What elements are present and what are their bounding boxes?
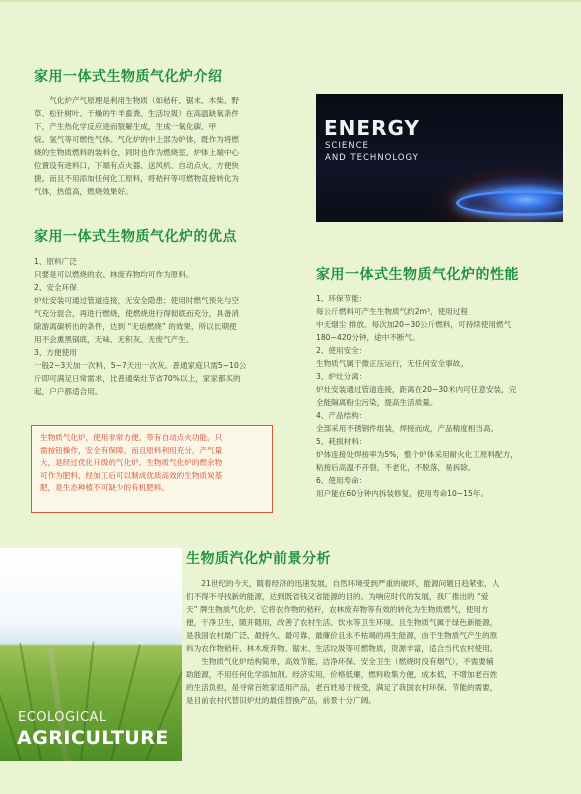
prospect-line: 21世纪的今天，随着经济的迅速发展，自然环境受到严重的破坏，能源问题日趋紧张，人 bbox=[201, 579, 500, 588]
advantage-line: 起，户户都适合用。 bbox=[34, 387, 103, 396]
performance-title: 家用一体式生物质气化炉的性能 bbox=[316, 267, 519, 283]
prospect-line: 便，干净卫生，随开随用，改善了农村生活、饮水等卫生环境。且生物质气属于绿色新能源， bbox=[186, 618, 498, 627]
advantage-line: 2、安全环保 bbox=[34, 283, 77, 292]
agriculture-caption: AGRICULTURE bbox=[17, 727, 169, 749]
intro-line: 烷、氢气等可燃性气体。气化炉的中上部为炉体，既作为将燃 bbox=[34, 135, 240, 144]
performance-text bbox=[316, 292, 566, 500]
top-border bbox=[0, 0, 581, 2]
performance-line: 全能隔离粉尘污染，提高生活质量。 bbox=[316, 398, 438, 407]
prospect-line: 们不得不寻找新的能源，达到既省钱又省能源的目的。为响应时代的发展，我厂推出的 “爱 bbox=[186, 592, 489, 601]
prospect-text bbox=[186, 577, 566, 707]
performance-line: 炉灶安装通过管道连接，距离在20~30米内可任意安装，完 bbox=[316, 385, 517, 394]
highlight-box bbox=[31, 425, 273, 513]
prospect-line: 助能源，不用任何化学添加剂。经济实用，价格低廉，燃料收集方便，成本低，不增加老百姓 bbox=[186, 670, 498, 679]
performance-line: 炉体连接处焊接率为5%，整个炉体采用耐火化工原料配方， bbox=[316, 450, 518, 459]
performance-line: 180~420分钟，途中不断气。 bbox=[316, 333, 420, 342]
energy-subheading-line: AND TECHNOLOGY bbox=[325, 153, 419, 163]
performance-line: 6、使用寿命： bbox=[316, 476, 367, 485]
performance-line: 4、产品结构： bbox=[316, 411, 367, 420]
prospect-line: 生物质气化炉结构简单，高效节能，洁净环保、安全卫生（燃烧时没有烟气），不需要辅 bbox=[201, 657, 494, 666]
performance-line: 3、炉灶分离： bbox=[316, 372, 367, 381]
performance-line: 粘接后高温不开裂，不老化，不脱落，易拆除。 bbox=[316, 463, 476, 472]
intro-line: 气体，热值高，燃烧效果好。 bbox=[34, 187, 133, 196]
highlight-line: 可作为肥料，经加工后可以制成优质高效的生物质炭基 bbox=[40, 470, 223, 480]
performance-line: 全部采用不锈钢件组装，焊接而成，产品精度相当高。 bbox=[316, 424, 499, 433]
prospect-line: 料为农作物秸秆、林木废弃物、锯末、生活垃圾等可燃物质，资源丰富，适合当代农村使用。 bbox=[186, 644, 498, 653]
energy-subheading bbox=[325, 140, 419, 164]
performance-line: 1、环保节能： bbox=[316, 294, 367, 303]
advantages-title: 家用一体式生物质气化炉的优点 bbox=[34, 229, 237, 245]
intro-text bbox=[34, 94, 309, 198]
gas-burner-flame bbox=[456, 190, 563, 216]
wheat-field-image bbox=[0, 548, 182, 761]
advantage-line: 斤即可满足日常需求，比普通柴灶节省70%以上，家家都买的 bbox=[34, 374, 241, 383]
energy-subheading-line: SCIENCE bbox=[325, 141, 369, 151]
performance-line: 生物质气属于微正压运行，无任何安全事故。 bbox=[316, 359, 468, 368]
energy-flame-image bbox=[316, 94, 563, 222]
advantage-line: 炉灶安装可通过管道连接，无安全隐患；使用时燃气预先与空 bbox=[34, 296, 240, 305]
highlight-line: 生物质气化炉，使用非常方便，带有自动点火功能，只 bbox=[40, 433, 223, 442]
advantage-line: 3、方便使用 bbox=[34, 348, 77, 357]
performance-line: 每公斤燃料可产生生物质气约2m³，使用过程 bbox=[316, 307, 468, 316]
advantages-text bbox=[34, 255, 309, 398]
energy-heading: ENERGY bbox=[324, 116, 420, 140]
advantage-line: 只要是可以燃烧的农、林废弃物均可作为原料。 bbox=[34, 270, 194, 279]
intro-line: 捷。而且不用添加任何化工原料，将秸秆等可燃物直接转化为 bbox=[34, 174, 240, 183]
advantage-line: 用不会熏黑锅底，无味、无积灰、无废气产生。 bbox=[34, 335, 194, 344]
advantage-line: 一般2~3天加一次料，5~7天出一次灰。普通家庭只需5~10公 bbox=[34, 361, 247, 370]
prospect-line: 天” 牌生物质气化炉，它将农作物的秸秆，农林废弃物等有效的转化为生物质燃气，使用方 bbox=[186, 605, 489, 614]
intro-line: 烧的生物质燃料的装料仓，同时也作为燃烧室。炉体上端中心 bbox=[34, 148, 240, 157]
highlight-line: 需按钮操作，安全有保障。而且原料利用充分，产气量 bbox=[40, 445, 223, 455]
intro-line: 位置设有进料口，下端有点火器、送风机、自动点火，方便快 bbox=[34, 161, 240, 170]
prospect-title: 生物质汽化炉前景分析 bbox=[186, 551, 331, 567]
intro-line: 气化炉产气原理是利用生物质（如秸秆、锯末、木柴、野 bbox=[49, 96, 240, 105]
advantage-line: 1、原料广泛 bbox=[34, 257, 77, 266]
performance-line: 5、耗损材料： bbox=[316, 437, 367, 446]
performance-line: 用户能在60分钟内拆装修复，使用寿命10~15年。 bbox=[316, 489, 489, 498]
advantage-line: 除游离碳析出的条件，达到 “无焰燃烧” 的效果，所以长期使 bbox=[34, 322, 237, 331]
prospect-line: 的生活负担，是寻常百姓家适用产品，老百姓易于接受，满足了我国农村环保、节能的需要， bbox=[186, 683, 498, 692]
highlight-line: 大，是经过优化升级的气化炉。生物质气化炉的燃余物 bbox=[40, 458, 223, 467]
advantage-line: 气充分混合，再进行燃烧，使燃烧进行得彻底而充分，具备消 bbox=[34, 309, 240, 318]
ecological-caption: ECOLOGICAL bbox=[18, 710, 107, 725]
prospect-line: 是我国农村最广泛、最持久、最可靠、最廉价且永不枯竭的再生能源，由于生物质气产生的原 bbox=[186, 631, 498, 640]
prospect-line: 是目前农村代替旧炉灶的最佳替换产品，前景十分广阔。 bbox=[186, 696, 376, 705]
performance-line: 2、使用安全： bbox=[316, 346, 367, 355]
intro-line: 草、松针树叶、干燥的牛羊畜粪、生活垃圾）在高温缺氧条件 bbox=[34, 109, 240, 118]
highlight-line: 肥，是生态种植不可缺少的有机肥料。 bbox=[40, 483, 170, 492]
intro-line: 下，产生热化学反应进而裂解生成，生成一氧化碳、甲 bbox=[34, 122, 217, 131]
performance-line: 中无烟尘 排放。每次加20~30公斤燃料，可持续使用燃气 bbox=[316, 320, 512, 329]
intro-title: 家用一体式生物质气化炉介绍 bbox=[34, 69, 223, 85]
